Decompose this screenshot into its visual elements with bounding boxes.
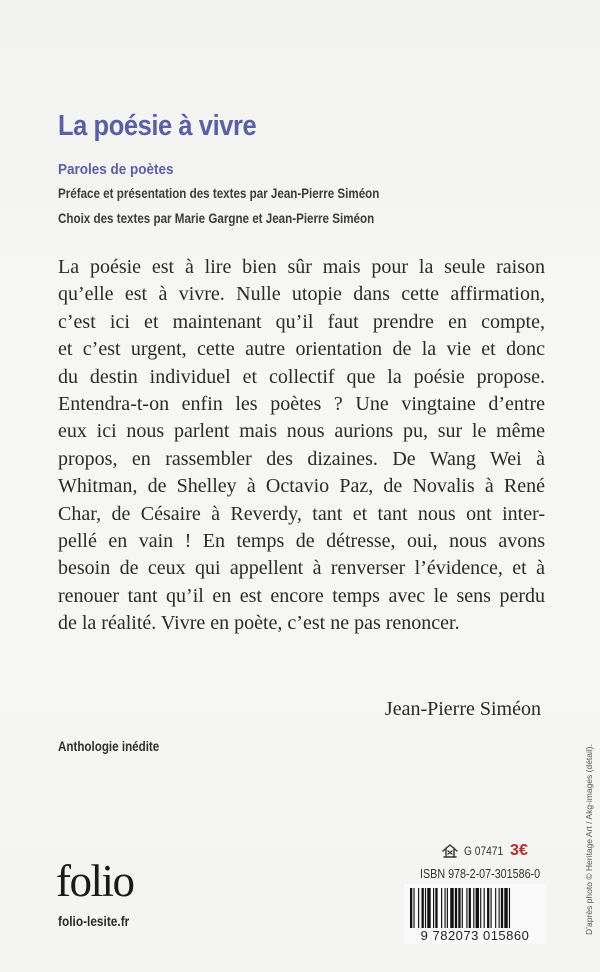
blurb-line: propos, en rassembler des dizaines. De Wang Wei à <box>58 447 545 470</box>
photo-credit: D’après photo © Heritage Art / Akg-images (détail). <box>584 744 594 935</box>
barcode-digits: 9 782073 015860 <box>420 928 530 943</box>
blurb-line: c’est ici et maintenant qu’il faut prendre en compte, <box>58 310 545 333</box>
blurb-line: de la réalité. Vivre en poète, c’est ne pas renoncer. <box>58 612 460 635</box>
price-row <box>440 842 528 860</box>
blurb-line: et c’est urgent, cette autre orientation de la vie et donc <box>58 338 545 361</box>
blurb-line: eux ici nous parlent mais nous aurions pu, sur le même <box>58 420 545 443</box>
blurb-signature: Jean-Pierre Siméon <box>384 698 541 720</box>
collection-note: Anthologie inédite <box>58 739 160 754</box>
price: 3€ <box>510 842 528 859</box>
blurb-text <box>58 254 548 638</box>
blurb-line: Whitman, de Shelley à Octavio Paz, de Novalis à René <box>58 475 545 498</box>
category-code-icon <box>440 842 460 860</box>
blurb-line: qu’elle est à vivre. Nulle utopie dans cette affirmation, <box>58 283 545 306</box>
book-title: La poésie à vivre <box>58 110 257 142</box>
blurb-line: du destin individuel et collectif que la poésie propose. <box>58 365 545 388</box>
barcode <box>404 884 546 944</box>
blurb-line: pellé en vain ! En temps de détresse, oui, nous avons <box>58 530 545 553</box>
blurb-line: La poésie est à lire bien sûr mais pour la seule raison <box>58 256 545 278</box>
isbn: ISBN 978-2-07-301586-0 <box>420 867 541 881</box>
book-subtitle: Paroles de poètes <box>58 161 174 178</box>
blurb-line: besoin de ceux qui appellent à renverser l’évidence, et à <box>58 557 545 580</box>
category-code: G 07471 <box>464 844 504 858</box>
folio-logo: folio <box>56 856 134 906</box>
blurb-line: Char, de Césaire à Reverdy, tant et tant nous ont inter- <box>58 502 545 525</box>
publisher-website: folio-lesite.fr <box>58 914 130 929</box>
barcode-icon <box>410 888 540 928</box>
preface-credit: Préface et présentation des textes par Jean-Pierre Siméon <box>58 186 380 201</box>
blurb-line: renouer tant qu’il en est encore temps avec le sens perdu <box>58 584 545 607</box>
blurb-line: Entendra-t-on enfin les poètes ? Une vingtaine d’entre <box>58 393 545 416</box>
selection-credit: Choix des textes par Marie Gargne et Jean-Pierre Siméon <box>58 211 375 226</box>
